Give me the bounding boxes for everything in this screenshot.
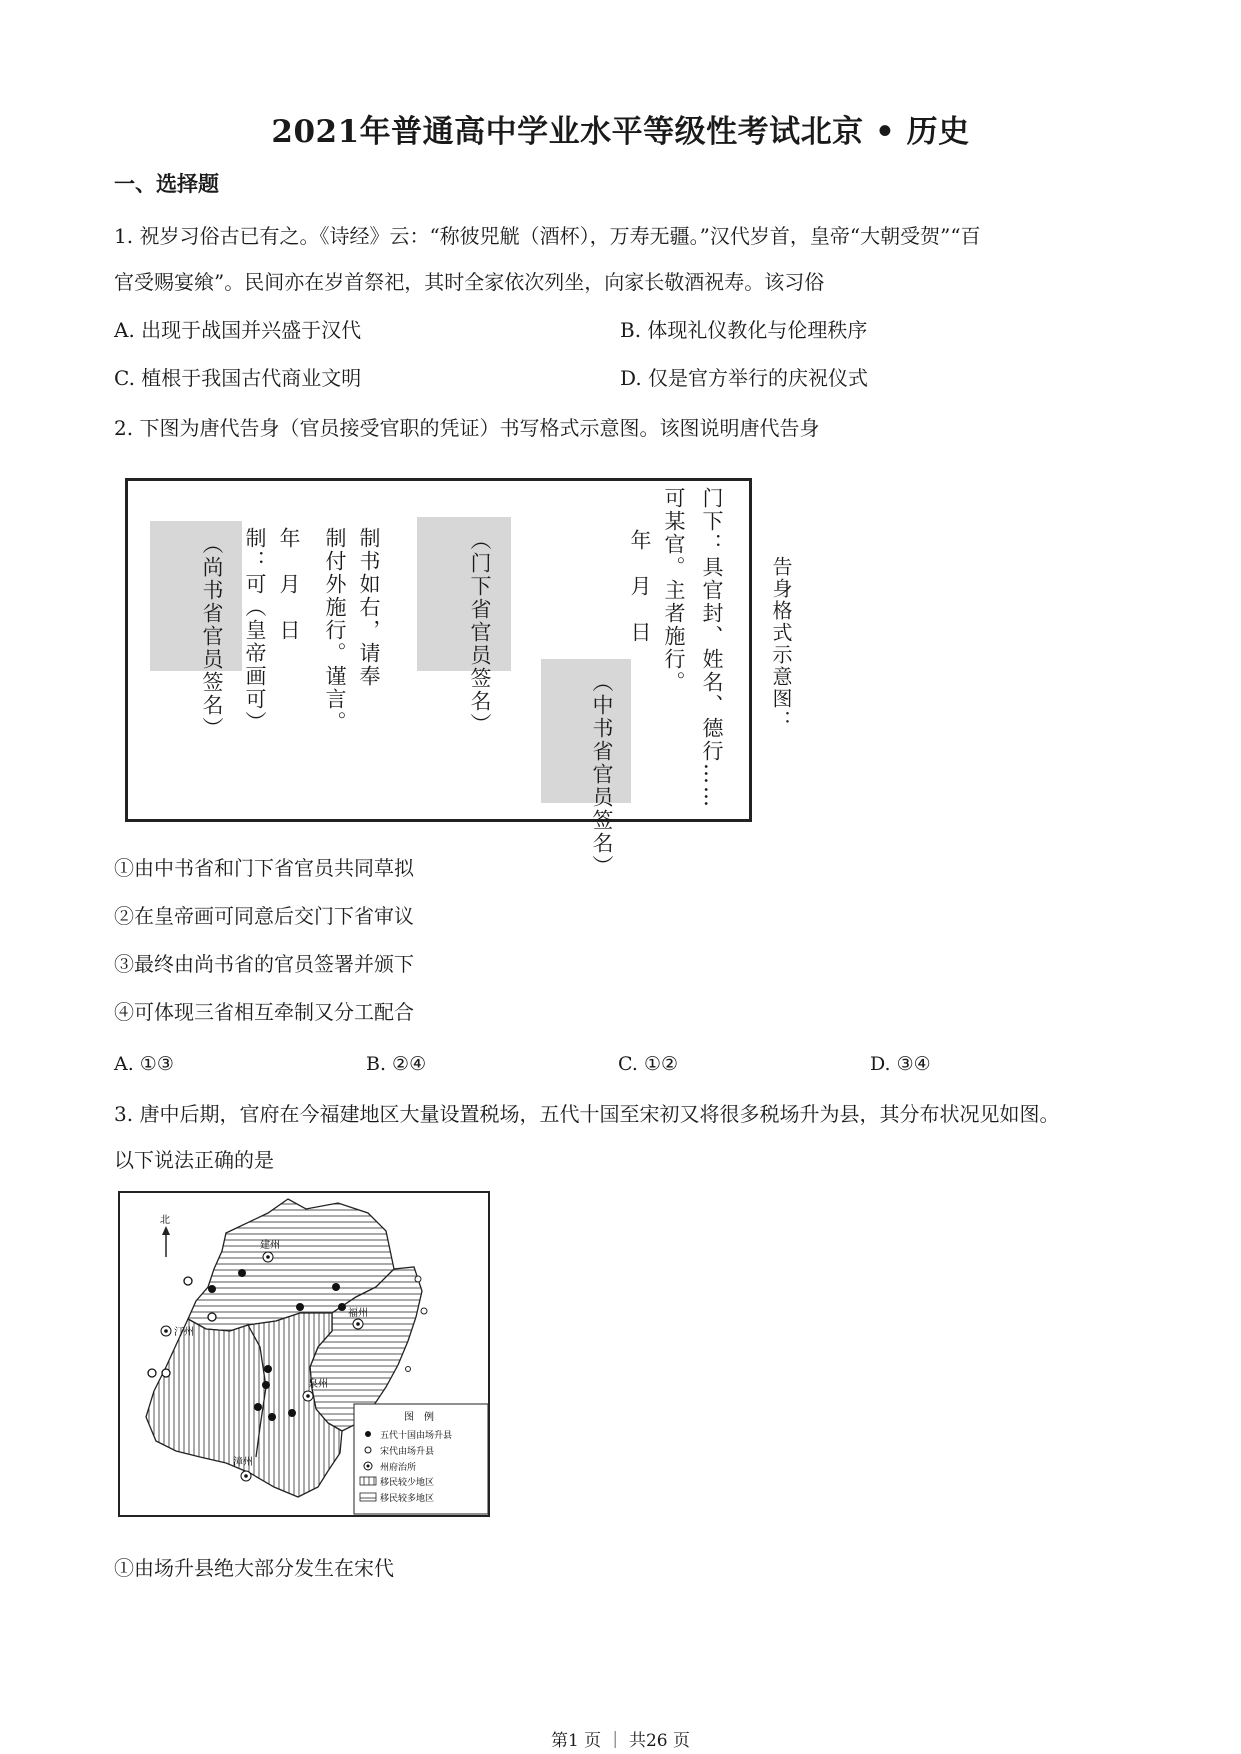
q2-item-3: ③最终由尚书省的官员签署并颁下 [114,952,414,976]
point-wudai [264,1365,272,1373]
seat-quanzhou [303,1391,313,1401]
city-quanzhou: 泉州 [308,1379,328,1390]
q3-stem-line1: 3. 唐中后期，官府在今福建地区大量设置税场，五代十国至宋初又将很多税场升为县，其分布状况见如图。 [114,1102,1060,1126]
legend-item: 移民较少地区 [380,1478,435,1488]
col-date-2: 年 月 日 [277,527,301,642]
q2-item-1: ①由中书省和门下省官员共同草拟 [114,856,414,880]
city-zhangzhou: 漳州 [233,1457,253,1468]
fujian-map [118,1191,490,1517]
legend-vstripe-icon [360,1477,376,1485]
point-wudai [268,1413,276,1421]
point-wudai [338,1303,346,1311]
point-song [208,1313,216,1321]
box-zhongshu-sign: （中书省官员签名） [541,659,631,803]
point-song [148,1369,156,1377]
legend-hstripe-icon [360,1493,376,1501]
point-song [162,1369,170,1377]
q2-item-2: ②在皇帝画可同意后交门下省审议 [114,904,414,928]
seat-fuzhou [353,1319,363,1329]
city-fuzhou: 福州 [348,1308,368,1319]
city-jianzhou: 建州 [260,1240,280,1251]
col-zhike: 制：可（皇帝画可） [243,527,267,734]
q2-option-d: D. ③④ [870,1053,931,1075]
point-wudai [254,1403,262,1411]
legend-seat-icon [364,1462,372,1470]
seat-tingzhou [161,1326,171,1336]
legend-item: 宋代由场升县 [380,1447,435,1457]
page-title: 2021年普通高中学业水平等级性考试北京 • 历史 [271,114,970,150]
point-wudai [208,1285,216,1293]
point-wudai [262,1381,270,1389]
point-song [184,1277,192,1285]
legend-item: 州府治所 [380,1463,417,1473]
seat-zhangzhou [241,1471,251,1481]
col-date-1: 年 月 日 [628,529,652,644]
section-heading: 一、选择题 [114,171,219,196]
q2-stem: 2. 下图为唐代告身（官员接受官职的凭证）书写格式示意图。该图说明唐代告身 [114,416,820,440]
q1-option-c: C. 植根于我国古代商业文明 [114,366,362,390]
page-footer: 第1 页 ｜ 共26 页 [550,1731,691,1751]
q3-item-1: ①由场升县绝大部分发生在宋代 [114,1556,394,1580]
point-wudai [288,1409,296,1417]
q1-option-d: D. 仅是官方举行的庆祝仪式 [620,366,869,390]
q1-option-a: A. 出现于战国并兴盛于汉代 [114,318,362,342]
legend-item: 移民较多地区 [380,1494,435,1504]
col-zhishu-1: 制书如右，请奉 [357,527,381,688]
legend-filled-dot-icon [365,1431,371,1437]
legend-title: 图 例 [404,1412,434,1423]
col-kemou: 可某官。主者施行。 [662,487,686,694]
legend-hollow-dot-icon [365,1447,371,1453]
col-menxia: 门下：具官封、姓名、德行…… [700,487,724,809]
point-wudai [238,1269,246,1277]
col-zhishu-2: 制付外施行。谨言。 [323,527,347,734]
point-wudai [332,1283,340,1291]
q2-option-b: B. ②④ [366,1053,427,1075]
map-north-label: 北 [160,1215,170,1226]
q1-stem-line1: 1. 祝岁习俗古已有之。《诗经》云：“称彼兕觥（酒杯），万寿无疆。”汉代岁首，皇帝“大朝受贺”“百 [114,224,981,248]
figure-caption: 告身格式示意图： [769,556,793,732]
q3-stem-line2: 以下说法正确的是 [114,1148,274,1172]
q1-option-b: B. 体现礼仪教化与伦理秩序 [620,318,868,342]
city-tingzhou: 汀州 [174,1327,194,1338]
q2-option-c: C. ①② [618,1053,679,1075]
box-menxia-sign: （门下省官员签名） [417,517,511,671]
q2-item-4: ④可体现三省相互牵制又分工配合 [114,1000,414,1024]
box-shangshu-sign: （尚书省官员签名） [150,521,242,671]
q2-option-a: A. ①③ [114,1053,174,1075]
seat-jianzhou [263,1252,273,1262]
point-wudai [296,1303,304,1311]
q1-stem-line2: 官受赐宴飨”。民间亦在岁首祭祀，其时全家依次列坐，向家长敬酒祝寿。该习俗 [114,270,825,294]
legend-item: 五代十国由场升县 [380,1431,453,1441]
